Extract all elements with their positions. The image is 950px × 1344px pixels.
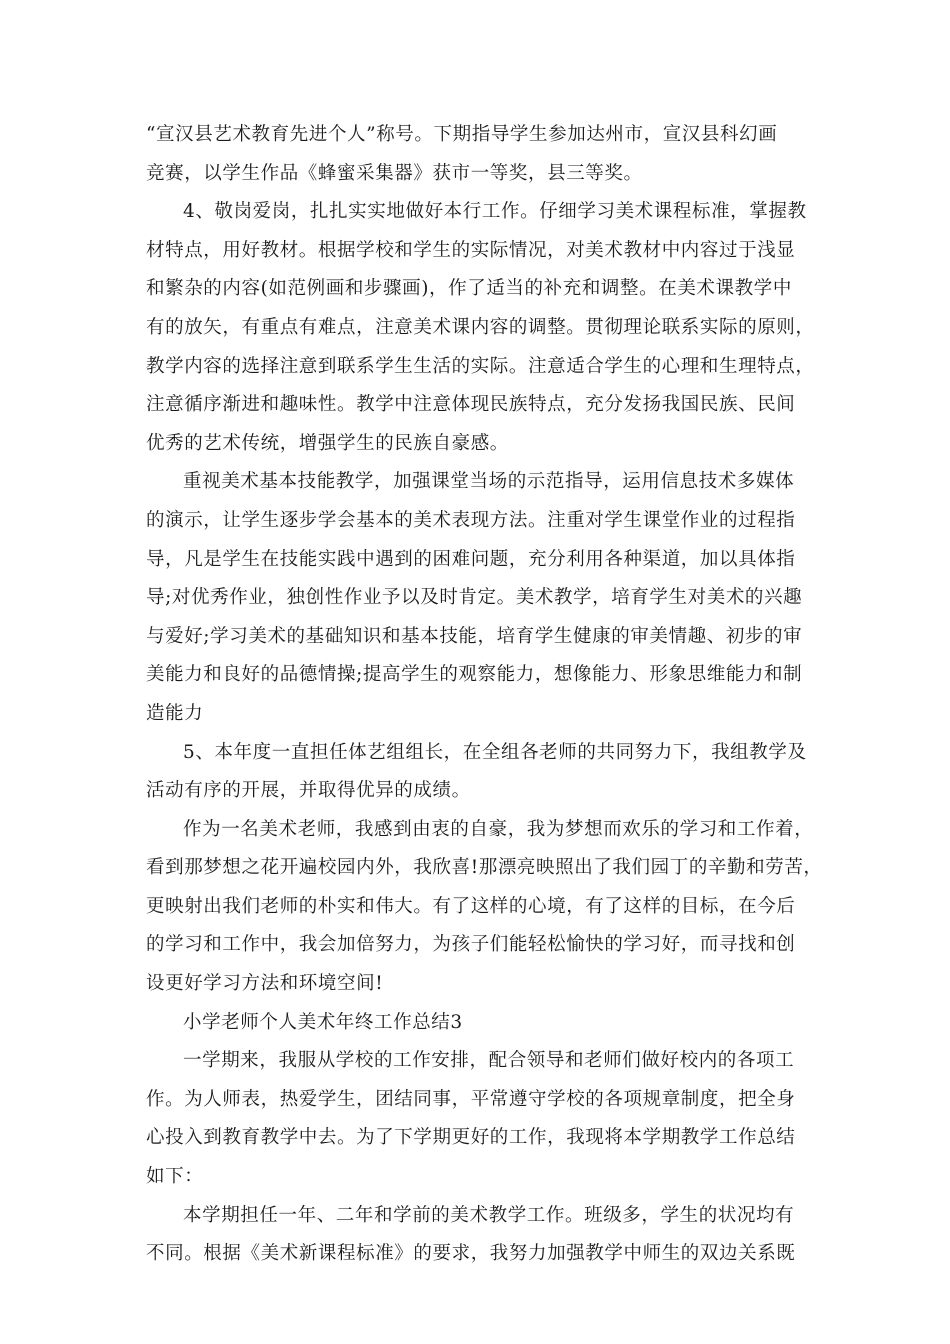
text-line: 设更好学习方法和环境空间! [146, 973, 384, 995]
paragraph-conclusion [146, 811, 823, 1004]
text-line: 5、本年度一直担任体艺组组长，在全组各老师的共同努力下，我组教学及 [183, 741, 807, 763]
text-line: 4、敬岗爱岗，扎扎实实地做好本行工作。仔细学习美术课程标准，掌握教 [183, 201, 807, 223]
text-line: “宣汉县艺术教育先进个人”称号。下期指导学生参加达州市，宣汉县科幻画 [146, 124, 778, 145]
section-heading [146, 1004, 806, 1043]
document-page [146, 116, 823, 1274]
text-line: 竞赛，以学生作品《蜂蜜采集器》获市一等奖，县三等奖。 [146, 162, 643, 184]
text-line: 更映射出我们老师的朴实和伟大。有了这样的心境，有了这样的目标，在今后 [146, 895, 796, 917]
text-line: 和繁杂的内容(如范例画和步骤画)，作了适当的补充和调整。在美术课教学中 [146, 278, 792, 300]
text-line: 的演示，让学生逐步学会基本的美术表现方法。注重对学生课堂作业的过程指 [146, 509, 796, 531]
text-line: 活动有序的开展，并取得优异的成绩。 [146, 780, 471, 802]
paragraph-item-4 [146, 193, 815, 463]
paragraph-semester-intro [146, 1042, 806, 1196]
text-line: 导，凡是学生在技能实践中遇到的困难问题，充分利用各种渠道，加以具体指 [146, 548, 796, 570]
text-line: 注意循序渐进和趣味性。教学中注意体现民族特点，充分发扬我国民族、民间 [146, 394, 796, 416]
text-line: 与爱好;学习美术的基础知识和基本技能，培育学生健康的审美情趣、初步的审 [146, 625, 803, 647]
paragraph-award-title [146, 116, 806, 193]
text-line: 作。为人师表，热爱学生，团结同事，平常遵守学校的各项规章制度，把全身 [146, 1088, 796, 1110]
text-line: 材特点，用好教材。根据学校和学生的实际情况，对美术教材中内容过于浅显 [146, 239, 796, 261]
text-line: 心投入到教育教学中去。为了下学期更好的工作，我现将本学期教学工作总结 [146, 1127, 796, 1149]
text-line: 的学习和工作中，我会加倍努力，为孩子们能轻松愉快的学习好，而寻找和创 [146, 934, 796, 956]
text-line: 造能力 [146, 702, 204, 724]
section-title: 小学老师个人美术年终工作总结3 [183, 1011, 463, 1033]
text-line: 有的放矢，有重点有难点，注意美术课内容的调整。贯彻理论联系实际的原则， [146, 316, 815, 338]
text-line: 作为一名美术老师，我感到由衷的自豪，我为梦想而欢乐的学习和工作着， [183, 818, 814, 840]
text-line: 重视美术基本技能教学，加强课堂当场的示范指导，运用信息技术多媒体 [183, 471, 795, 493]
text-line: 看到那梦想之花开遍校园内外，我欣喜!那漂亮映照出了我们园丁的辛勤和劳苦， [146, 857, 823, 879]
text-line: 一学期来，我服从学校的工作安排，配合领导和老师们做好校内的各项工 [183, 1050, 795, 1072]
text-line: 不同。根据《美术新课程标准》的要求，我努力加强教学中师生的双边关系既 [146, 1243, 796, 1265]
text-line: 导;对优秀作业，独创性作业予以及时肯定。美术教学，培育学生对美术的兴趣 [146, 587, 803, 609]
text-line: 美能力和良好的品德情操;提高学生的观察能力，想像能力、形象思维能力和制 [146, 664, 803, 686]
text-line: 本学期担任一年、二年和学前的美术教学工作。班级多，学生的状况均有 [183, 1204, 795, 1226]
paragraph-item-5 [146, 734, 806, 811]
paragraph-teaching-duties [146, 1197, 806, 1274]
text-line: 教学内容的选择注意到联系学生生活的实际。注意适合学生的心理和生理特点， [146, 355, 815, 377]
text-line: 优秀的艺术传统，增强学生的民族自豪感。 [146, 432, 509, 454]
text-line: 如下： [146, 1166, 204, 1188]
paragraph-skills-teaching [146, 463, 806, 733]
